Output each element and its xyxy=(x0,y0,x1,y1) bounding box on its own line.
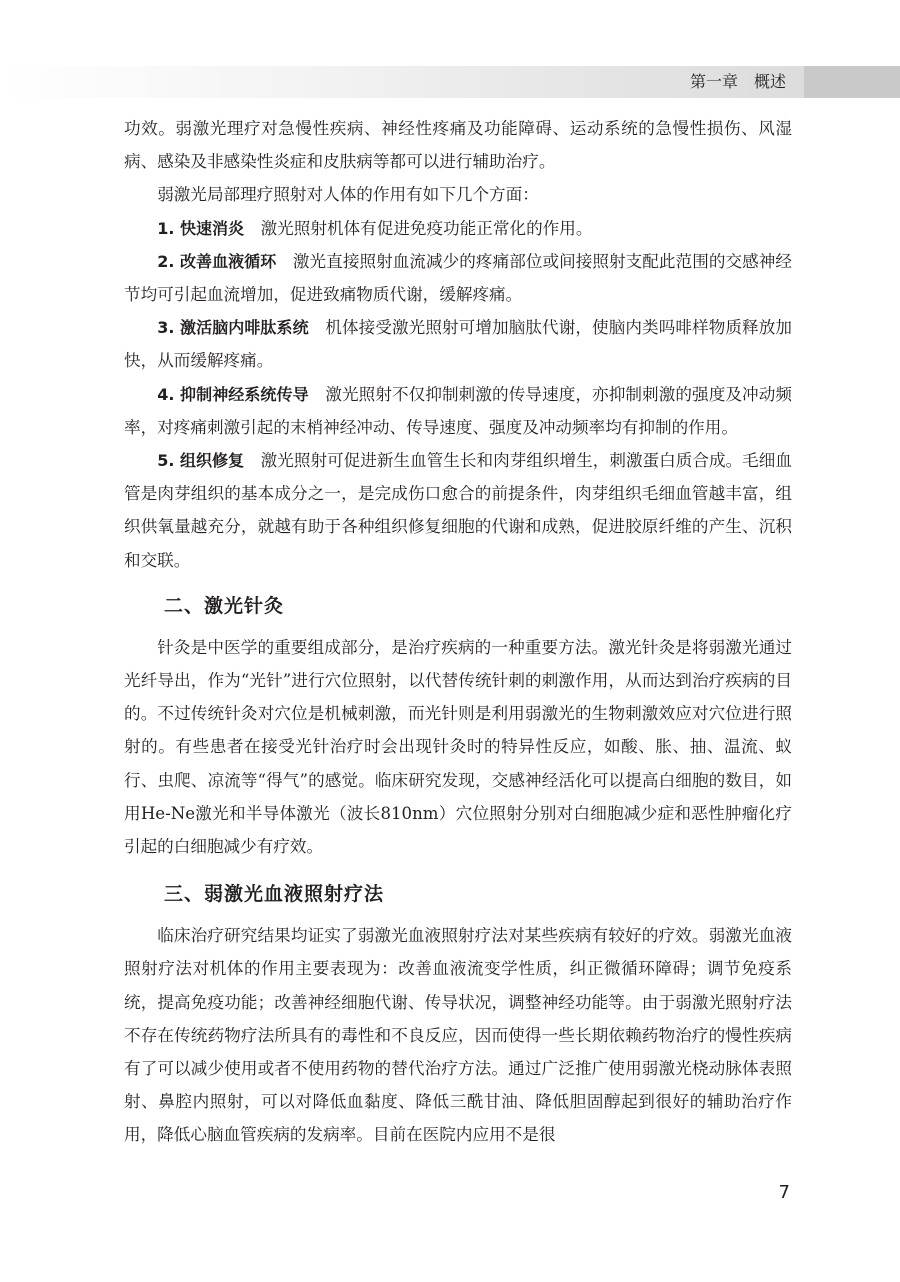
paragraph-intro: 弱激光局部理疗照射对人体的作用有如下几个方面： xyxy=(157,185,539,205)
list-item xyxy=(124,245,792,311)
chapter-title: 第一章 概述 xyxy=(689,72,786,91)
page-body xyxy=(124,112,792,1152)
section-paragraph: 临床治疗研究结果均证实了弱激光血液照射疗法对某些疾病有较好的疗效。弱激光血液照射疗法对机体的作用主要表现为：改善血液流变学性质，纠正微循环障碍；调节免疫系统，提高免疫功能；改善神经细胞代谢、传导状况，调整神经功能等。由于弱激光照射疗法不存在传统药物疗法所具有的毒性和不良反应，因而使得一些长期依赖药物治疗的慢性疾病有了可以减少使用或者不使用药物的替代治疗方法。通过广泛推广使用弱激光桡动脉体表照射、鼻腔内照射，可以对降低血黏度、降低三酰甘油、降低胆固醇起到很好的辅助治疗作用，降低心脑血管疾病的发病率。目前在医院内应用不是很 xyxy=(124,926,792,1145)
list-item-text: 激光直接照射血流减少的疼痛部位或间接照射支配此范围的交感神经节均可引起血流增加，促进致痛物质代谢，缓解疼痛。 xyxy=(124,251,792,305)
header-tab xyxy=(804,66,900,98)
section-heading-blood-irradiation: 三、弱激光血液照射疗法 xyxy=(164,883,385,906)
list-item-term: 4. 抑制神经系统传导 xyxy=(157,384,309,404)
list-item-text: 激光照射可促进新生血管生长和肉芽组织增生，刺激蛋白质合成。毛细血管是肉芽组织的基本成分之一，是完成伤口愈合的前提条件，肉芽组织毛细血管越丰富，组织供氧量越充分，就越有助于各种组织修复细胞的代谢和成熟，促进胶原纤维的产生、沉积和交联。 xyxy=(124,451,792,570)
list-item-term: 2. 改善血液循环 xyxy=(157,251,277,271)
list-item xyxy=(124,378,792,444)
list-item-text: 激光照射机体有促进免疫功能正常化的作用。 xyxy=(260,218,593,238)
list-item xyxy=(124,444,792,577)
list-item-term: 3. 激活脑内啡肽系统 xyxy=(157,318,309,338)
list-item xyxy=(124,212,792,245)
list-item-text: 机体接受激光照射可增加脑肽代谢，使脑内类吗啡样物质释放加快，从而缓解疼痛。 xyxy=(124,318,792,371)
list-item-term: 1. 快速消炎 xyxy=(157,218,244,238)
running-header-bar xyxy=(0,66,900,98)
list-item-term: 5. 组织修复 xyxy=(157,451,245,471)
page-number: 7 xyxy=(778,1182,790,1203)
list-item-text: 激光照射不仅抑制刺激的传导速度，亦抑制刺激的强度及冲动频率，对疼痛刺激引起的末梢神经冲动、传导速度、强度及冲动频率均有抑制的作用。 xyxy=(124,384,792,437)
list-item xyxy=(124,311,792,377)
section-heading-acupuncture: 二、激光针灸 xyxy=(164,594,285,617)
section-paragraph: 针灸是中医学的重要组成部分，是治疗疾病的一种重要方法。激光针灸是将弱激光通过光纤导出，作为“光针”进行穴位照射，以代替传统针刺的刺激作用，从而达到治疗疾病的目的。不过传统针灸对穴位是机械刺激，而光针则是利用弱激光的生物刺激效应对穴位进行照射的。有些患者在接受光针治疗时会出现针灸时的特异性反应，如酸、胀、抽、温流、蚁行、虫爬、凉流等“得气”的感觉。临床研究发现，交感神经活化可以提高白细胞的数目，如用He-Ne激光和半导体激光（波长810nm）穴位照射分别对白细胞减少症和恶性肿瘤化疗引起的白细胞减少有疗效。 xyxy=(124,637,792,857)
paragraph-continuation: 功效。弱激光理疗对急慢性疾病、神经性疼痛及功能障碍、运动系统的急慢性损伤、风湿病、感染及非感染性炎症和皮肤病等都可以进行辅助治疗。 xyxy=(124,119,792,172)
